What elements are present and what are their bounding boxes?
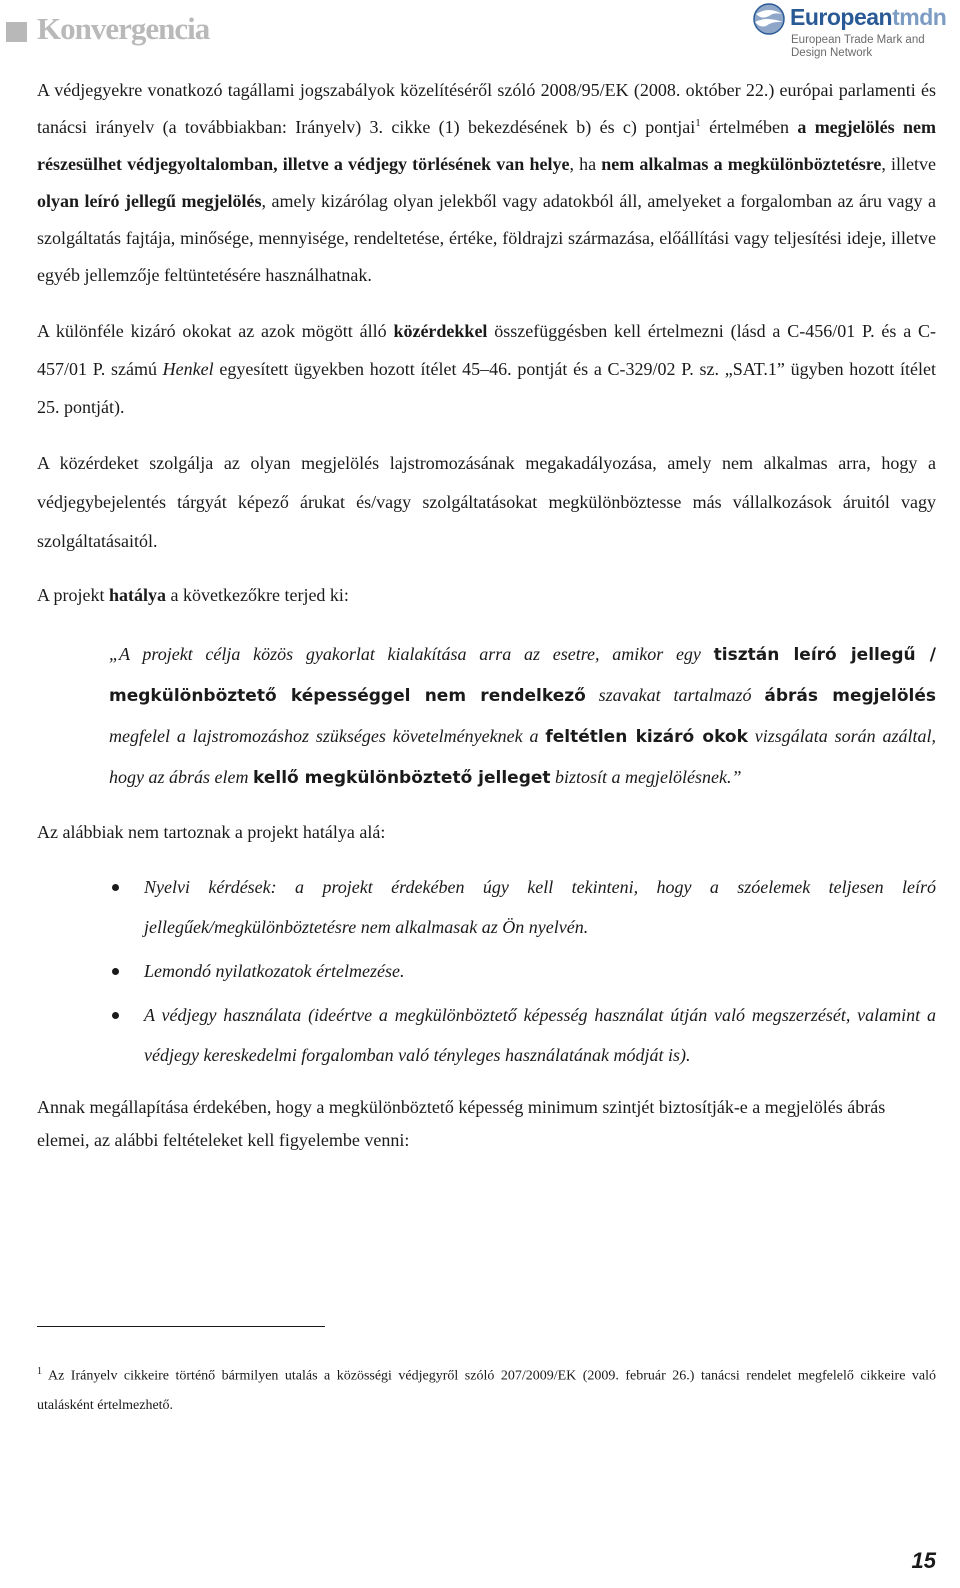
bullet-icon [112, 884, 119, 891]
european-tmdn-logo [752, 2, 957, 62]
list-item: Lemondó nyilatkozatok értelmezése. [37, 951, 936, 991]
out-of-scope-list [37, 867, 936, 1075]
header-title: Konvergencia [37, 11, 210, 46]
footnote-number: 1 [37, 1366, 42, 1377]
paragraph-out-of-scope: Az alábbiak nem tartoznak a projekt hatálya alá: [37, 822, 386, 842]
footnote: $^1$ Az Irányelv cikkeire történő bármilyen utalás a közösségi védjegyről szóló 207/2009/EK (2009. február 26.) tanácsi rendelet megfelelő cikkeire való utalásként értelmezhető. [37, 1366, 936, 1413]
paragraph-scope-intro: A projekt hatálya a következőkre terjed ki: [37, 585, 349, 605]
globe-logo-icon [752, 2, 786, 36]
paragraph-directive: A védjegyekre vonatkozó tagállami jogszabályok közelítéséről szóló 2008/95/EK (2008. október 22.) európai parlamenti és tanácsi irányelv (a továbbiakban: Irányelv) 3. cikke (1) bekezdésének b) és c) pontjai$^1$ értelmében a megjelölés nem részesülhet védjegyoltalomban, illetve a védjegy törlésének van helye, ha nem alkalmas a megkülönböztetésre, illetve olyan leíró jellegű megjelölés, amely kizárólag olyan jelekből vagy adatokból áll, amelyeket a forgalomban az áru vagy a szolgáltatás fajtája, minősége, mennyisége, rendeltetése, értéke, földrajzi származása, előállítási vagy teljesítési ideje, illetve egyéb jellemzője feltüntetésére használhatnak. [37, 80, 937, 285]
logo-subtitle-line1: European Trade Mark and [791, 34, 925, 46]
paragraph-public-interest-served: A közérdeket szolgálja az olyan megjelölés lajstromozásának megakadályozása, amely nem alkalmas arra, hogy a védjegybejelentés tárgyát képező árukat és/vagy szolgáltatásokat megkülönböztesse más vállalkozások áruitól vagy szolgáltatásaitól. [37, 453, 936, 551]
header-square-icon [6, 22, 27, 42]
logo-subtitle-line2: Design Network [791, 47, 873, 59]
footnote-divider [37, 1326, 325, 1327]
bullet-icon [112, 1012, 119, 1019]
page-header [0, 0, 960, 60]
list-item: A védjegy használata (ideértve a megkülönböztető képesség használat útján való megszerzését, valamint a védjegy kereskedelmi forgalomban való tényleges használatának módját is). [37, 995, 936, 1075]
page-number: 15 [911, 1548, 936, 1573]
document-body [37, 72, 936, 1157]
paragraph-public-interest: A különféle kizáró okokat az azok mögött álló közérdekkel összefüggésben kell értelmezni (lásd a C-456/01 P. és a C-457/01 P. számú Henkel egyesített ügyekben hozott ítélet 45–46. pontját és a C-329/02 P. sz. „SAT.1” ügyben hozott ítélet 25. pontját). [37, 321, 936, 417]
logo-name: Europeantmdn [790, 4, 947, 30]
footnote-ref[interactable]: 1 [695, 117, 701, 129]
list-item: Nyelvi kérdések: a projekt érdekében úgy kell tekinteni, hogy a szóelemek teljesen leíró jellegűek/megkülönböztetésre nem alkalmasak az Ön nyelvén. [37, 867, 936, 947]
paragraph-conditions-intro: Annak megállapítása érdekében, hogy a megkülönböztető képesség minimum szintjét biztosítják-e a megjelölés ábrás elemei, az alábbi feltételeket kell figyelembe venni: [37, 1097, 886, 1150]
bullet-icon [112, 968, 119, 975]
project-goal-quote: „A projekt célja közös gyakorlat kialakítása arra az esetre, amikor egy tisztán leíró jellegű / megkülönböztető képességgel nem rendelkező szavakat tartalmazó ábrás megjelölés megfelel a lajstromozáshoz szükséges követelményeknek a feltétlen kizáró okok vizsgálata során azáltal, hogy az ábrás elem kellő megkülönböztető jelleget biztosít a megjelölésnek.” [109, 644, 937, 788]
